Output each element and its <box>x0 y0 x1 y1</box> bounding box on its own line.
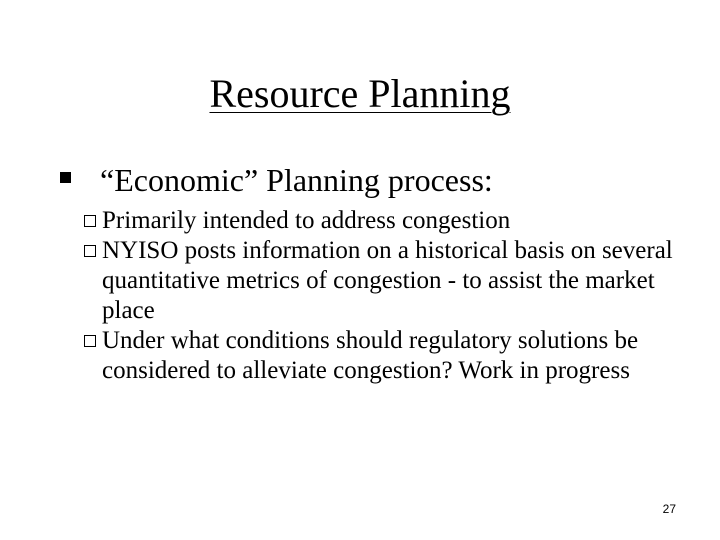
sub-bullet-item <box>84 236 680 326</box>
hollow-square-bullet-icon <box>84 335 96 347</box>
hollow-square-bullet-icon <box>84 215 96 227</box>
hollow-square-bullet-icon <box>84 245 96 257</box>
main-bullet-text: “Economic” Planning process: <box>100 162 493 198</box>
sub-bullet-item <box>84 206 680 236</box>
filled-square-bullet-icon <box>60 172 71 183</box>
sub-bullet-text: NYISO posts information on a historical basis on several quantitative metrics of congestion - to assist the market place <box>102 237 673 324</box>
sub-bullet-item <box>84 326 680 386</box>
sub-bullet-text: Under what conditions should regulatory solutions be considered to alleviate congestion? Work in progress <box>102 327 639 384</box>
sub-bullet-text: Primarily intended to address congestion <box>102 207 511 234</box>
page-number: 27 <box>662 502 676 516</box>
sub-bullet-list <box>84 206 680 386</box>
slide-title: Resource Planning <box>209 71 511 116</box>
